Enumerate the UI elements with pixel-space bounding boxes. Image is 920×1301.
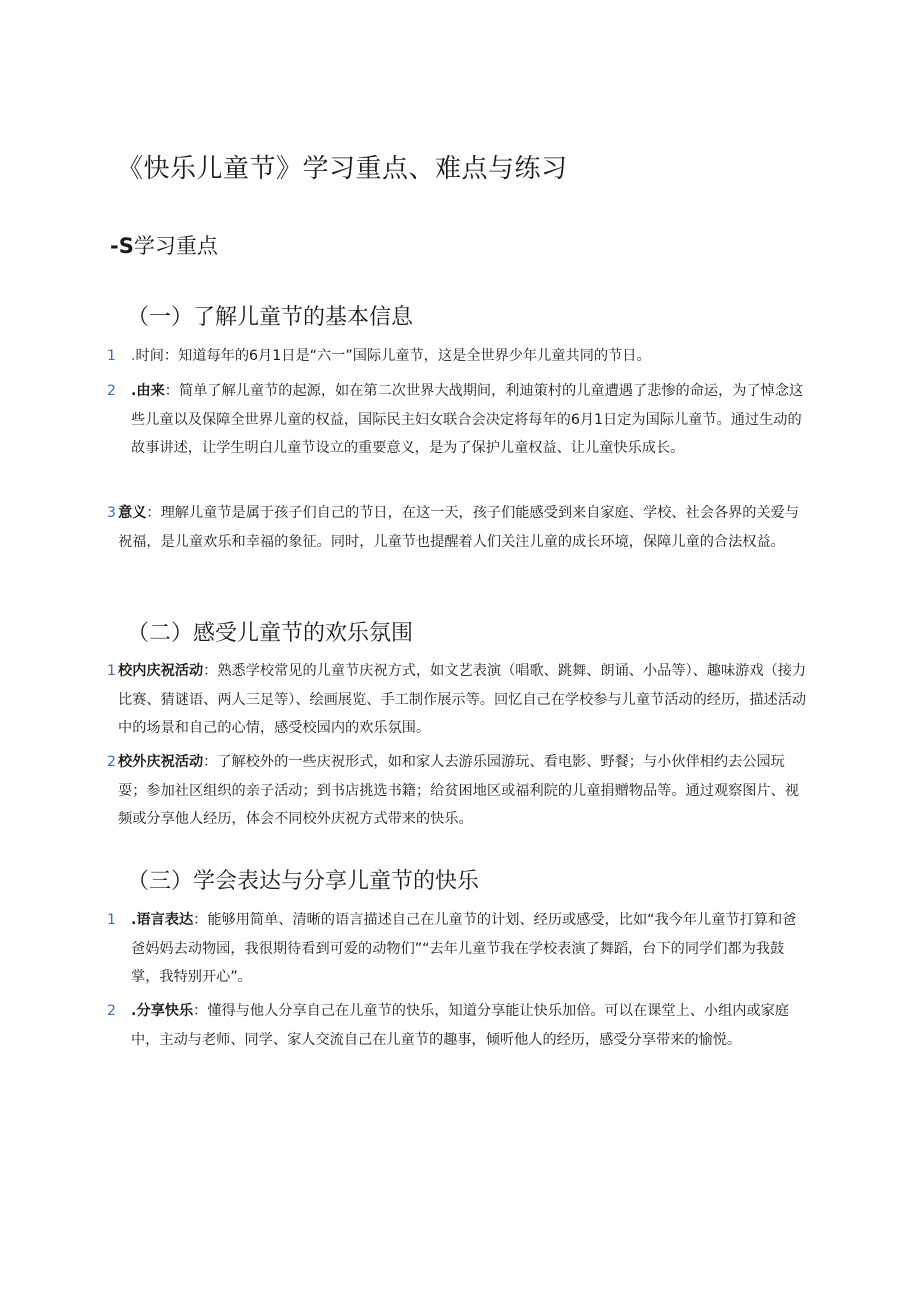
item-prefix: . — [131, 348, 136, 364]
item-text: ：了解校外的一些庆祝形式，如和家人去游乐园游玩、看电影、野餐；与小伙伴相约去公园玩耍；参加社区组织的亲子活动；到书店挑选书籍；给贫困地区或福利院的儿童捐赠物品等。通过观察图片、视频或分享他人经历，体会不同校外庆祝方式带来的快乐。 — [118, 754, 800, 827]
item-term: 意义 — [118, 505, 147, 521]
list-item — [107, 499, 807, 556]
item-number: 2 — [107, 1003, 116, 1019]
item-number: 1 — [107, 663, 116, 679]
document-title: 《快乐儿童节》学习重点、难点与练习 — [117, 154, 568, 184]
list-item — [107, 906, 807, 992]
item-number: 2 — [107, 383, 116, 399]
list-item — [107, 377, 807, 463]
section-2-heading: （二）感受儿童节的欢乐氛围 — [127, 621, 414, 646]
item-number: 1 — [107, 912, 116, 928]
heading-study-focus — [110, 230, 218, 260]
item-term: .分享快乐 — [131, 1003, 194, 1019]
item-term: .语言表达 — [131, 912, 194, 928]
item-text: ：熟悉学校常见的儿童节庆祝方式，如文艺表演（唱歌、跳舞、朗诵、小品等）、趣味游戏（接力比赛、猜谜语、两人三足等）、绘画展览、手工制作展示等。回忆自己在学校参与儿童节活动的经历，描述活动中的场景和自己的心情，感受校园内的欢乐氛围。 — [118, 663, 807, 736]
heading-text: 学习重点 — [133, 234, 218, 258]
item-text: ：简单了解儿童节的起源，如在第二次世界大战期间，利迪策村的儿童遭遇了悲惨的命运，为了悼念这些儿童以及保障全世界儿童的权益，国际民主妇女联合会决定将每年的6月1日定为国际儿童节。通过生动的故事讲述，让学生明白儿童节设立的重要意义，是为了保护儿童权益、让儿童快乐成长。 — [131, 383, 804, 456]
item-number: 1 — [107, 348, 116, 364]
item-term: .由来 — [131, 383, 165, 399]
item-term: 校外庆祝活动 — [118, 754, 204, 770]
item-text: ：能够用简单、清晰的语言描述自己在儿童节的计划、经历或感受，比如“我今年儿童节打算和爸爸妈妈去动物园，我很期待看到可爱的动物们”“去年儿童节我在学校表演了舞蹈，台下的同学们都为我鼓掌，我特别开心”。 — [131, 912, 797, 985]
list-item — [107, 657, 807, 743]
item-number: 3 — [107, 505, 116, 521]
list-item — [107, 997, 807, 1054]
item-text: ：理解儿童节是属于孩子们自己的节日，在这一天，孩子们能感受到来自家庭、学校、社会各界的关爱与祝福，是儿童欢乐和幸福的象征。同时，儿童节也提醒着人们关注儿童的成长环境，保障儿童的合法权益。 — [118, 505, 800, 550]
section-3-heading: （三）学会表达与分享儿童节的快乐 — [127, 869, 480, 894]
heading-prefix: -S — [110, 234, 134, 258]
item-text: 时间：知道每年的6月1日是“六一”国际儿童节，这是全世界少年儿童共同的节日。 — [135, 348, 651, 364]
list-item — [107, 748, 807, 834]
section-1-heading: （一）了解儿童节的基本信息 — [127, 305, 414, 330]
item-number: 2 — [107, 754, 116, 770]
item-text: ：懂得与他人分享自己在儿童节的快乐，知道分享能让快乐加倍。可以在课堂上、小组内或家庭中，主动与老师、同学、家人交流自己在儿童节的趣事，倾听他人的经历，感受分享带来的愉悦。 — [131, 1003, 790, 1048]
item-term: 校内庆祝活动 — [118, 663, 204, 679]
list-item — [107, 342, 807, 371]
